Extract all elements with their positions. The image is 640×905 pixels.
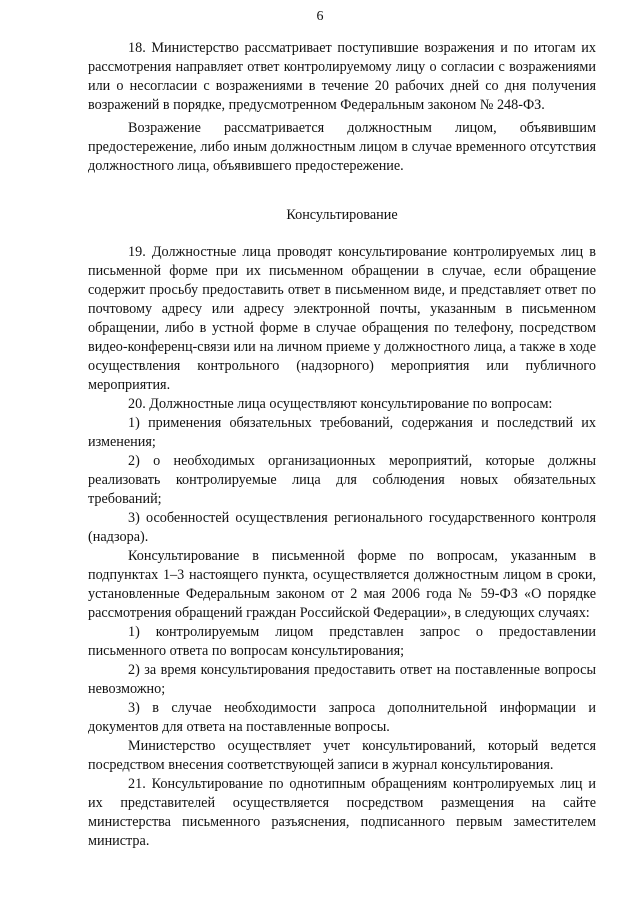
paragraph-19: 19. Должностные лица проводят консультирование контролируемых лиц в письменной форме при их письменном обращении в случае, если обращение содержит просьбу предоставить ответ в письменном виде, и представляет ответ по почтовому адресу или адресу электронной почты, указанным в письменном обращении, либо в устной форме в случае обращения по телефону, посредством видео-конференц-связи или на личном приеме у должностного лица, а также в ходе осуществления контрольного (надзорного) мероприятия или публичного мероприятия. [88, 244, 596, 393]
case-item-1: 1) контролируемым лицом представлен запрос о предоставлении письменного ответа по вопросам консультирования; [88, 624, 596, 659]
list-item-3: 3) особенностей осуществления регионального государственного контроля (надзора). [88, 510, 596, 545]
paragraph-objection: Возражение рассматривается должностным лицом, объявившим предостережение, либо иным должностным лицом в случае временного отсутствия должностного лица, объявившего предостережение. [88, 120, 596, 174]
case-item-3: 3) в случае необходимости запроса дополнительной информации и документов для ответа на поставленные вопросы. [88, 700, 596, 735]
paragraph-20: 20. Должностные лица осуществляют консультирование по вопросам: [128, 396, 553, 412]
paragraph-18: 18. Министерство рассматривает поступившие возражения и по итогам их рассмотрения направляет ответ контролируемому лицу о согласии с возражениями или о несогласии с возражениями в течение 20 рабочих дней со дня получения возражений в порядке, предусмотренном Федеральным законом № 248-ФЗ. [88, 40, 596, 113]
list-item-1: 1) применения обязательных требований, содержания и последствий их изменения; [88, 415, 596, 450]
document-body [88, 39, 596, 851]
paragraph-registry: Министерство осуществляет учет консультирований, который ведется посредством внесения соответствующей записи в журнал консультирования. [88, 738, 596, 773]
case-item-2: 2) за время консультирования предоставить ответ на поставленные вопросы невозможно; [88, 662, 596, 697]
page-number: 6 [316, 9, 324, 24]
list-item-2: 2) о необходимых организационных мероприятий, которые должны реализовать контролируемые лица для соблюдения новых обязательных требований; [88, 453, 596, 507]
paragraph-21: 21. Консультирование по однотипным обращениям контролируемых лиц и их представителей осуществляется посредством размещения на сайте министерства письменного разъяснения, подписанного первым заместителем министра. [88, 776, 596, 849]
section-title: Консультирование [286, 207, 398, 223]
paragraph-written-consulting: Консультирование в письменной форме по вопросам, указанным в подпунктах 1–3 настоящего пункта, осуществляется должностным лицом в сроки, установленные Федеральным законом от 2 мая 2006 года № 59-ФЗ «О порядке рассмотрения обращений граждан Российской Федерации», в следующих случаях: [88, 548, 596, 621]
